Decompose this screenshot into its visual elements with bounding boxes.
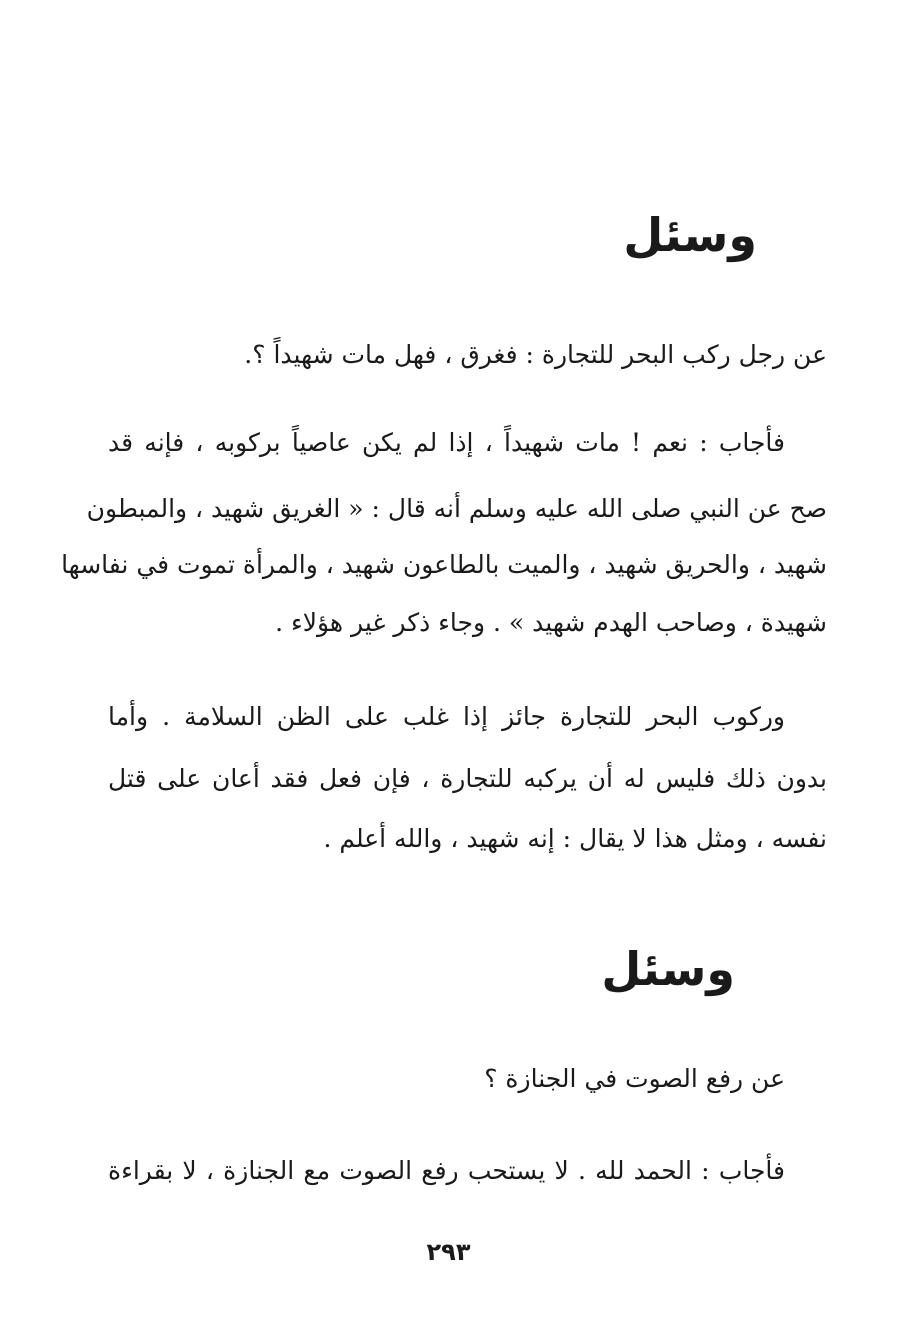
page-number: ٢٩٣ (426, 1238, 471, 1266)
answer-2-line-1: فأجاب : الحمد لله . لا يستحب رفع الصوت مع الجنازة ، لا بقراءة (108, 1156, 785, 1185)
question-2: عن رفع الصوت في الجنازة ؟ (484, 1064, 785, 1093)
answer-1-line-2: صح عن النبي صلى الله عليه وسلم أنه قال : « الغريق شهيد ، والمبطون (86, 494, 827, 523)
answer-1b-line-1: وركوب البحر للتجارة جائز إذا غلب على الظن السلامة . وأما (108, 702, 785, 731)
answer-1-line-1: فأجاب : نعم ! مات شهيداً ، إذا لم يكن عاصياً بركوبه ، فإنه قد (108, 428, 785, 457)
section-heading-2: وسئل (601, 942, 735, 996)
answer-1-line-4: شهيدة ، وصاحب الهدم شهيد » . وجاء ذكر غير هؤلاء . (275, 608, 827, 637)
answer-1-line-3: شهيد ، والحريق شهيد ، والميت بالطاعون شهيد ، والمرأة تموت في نفاسها (61, 550, 827, 579)
question-1: عن رجل ركب البحر للتجارة : فغرق ، فهل مات شهيداً ؟. (244, 340, 827, 369)
section-heading-1: وسئل (623, 208, 757, 262)
answer-1b-line-3: نفسه ، ومثل هذا لا يقال : إنه شهيد ، والله أعلم . (323, 824, 827, 853)
answer-1b-line-2: بدون ذلك فليس له أن يركبه للتجارة ، فإن فعل فقد أعان على قتل (108, 764, 827, 793)
